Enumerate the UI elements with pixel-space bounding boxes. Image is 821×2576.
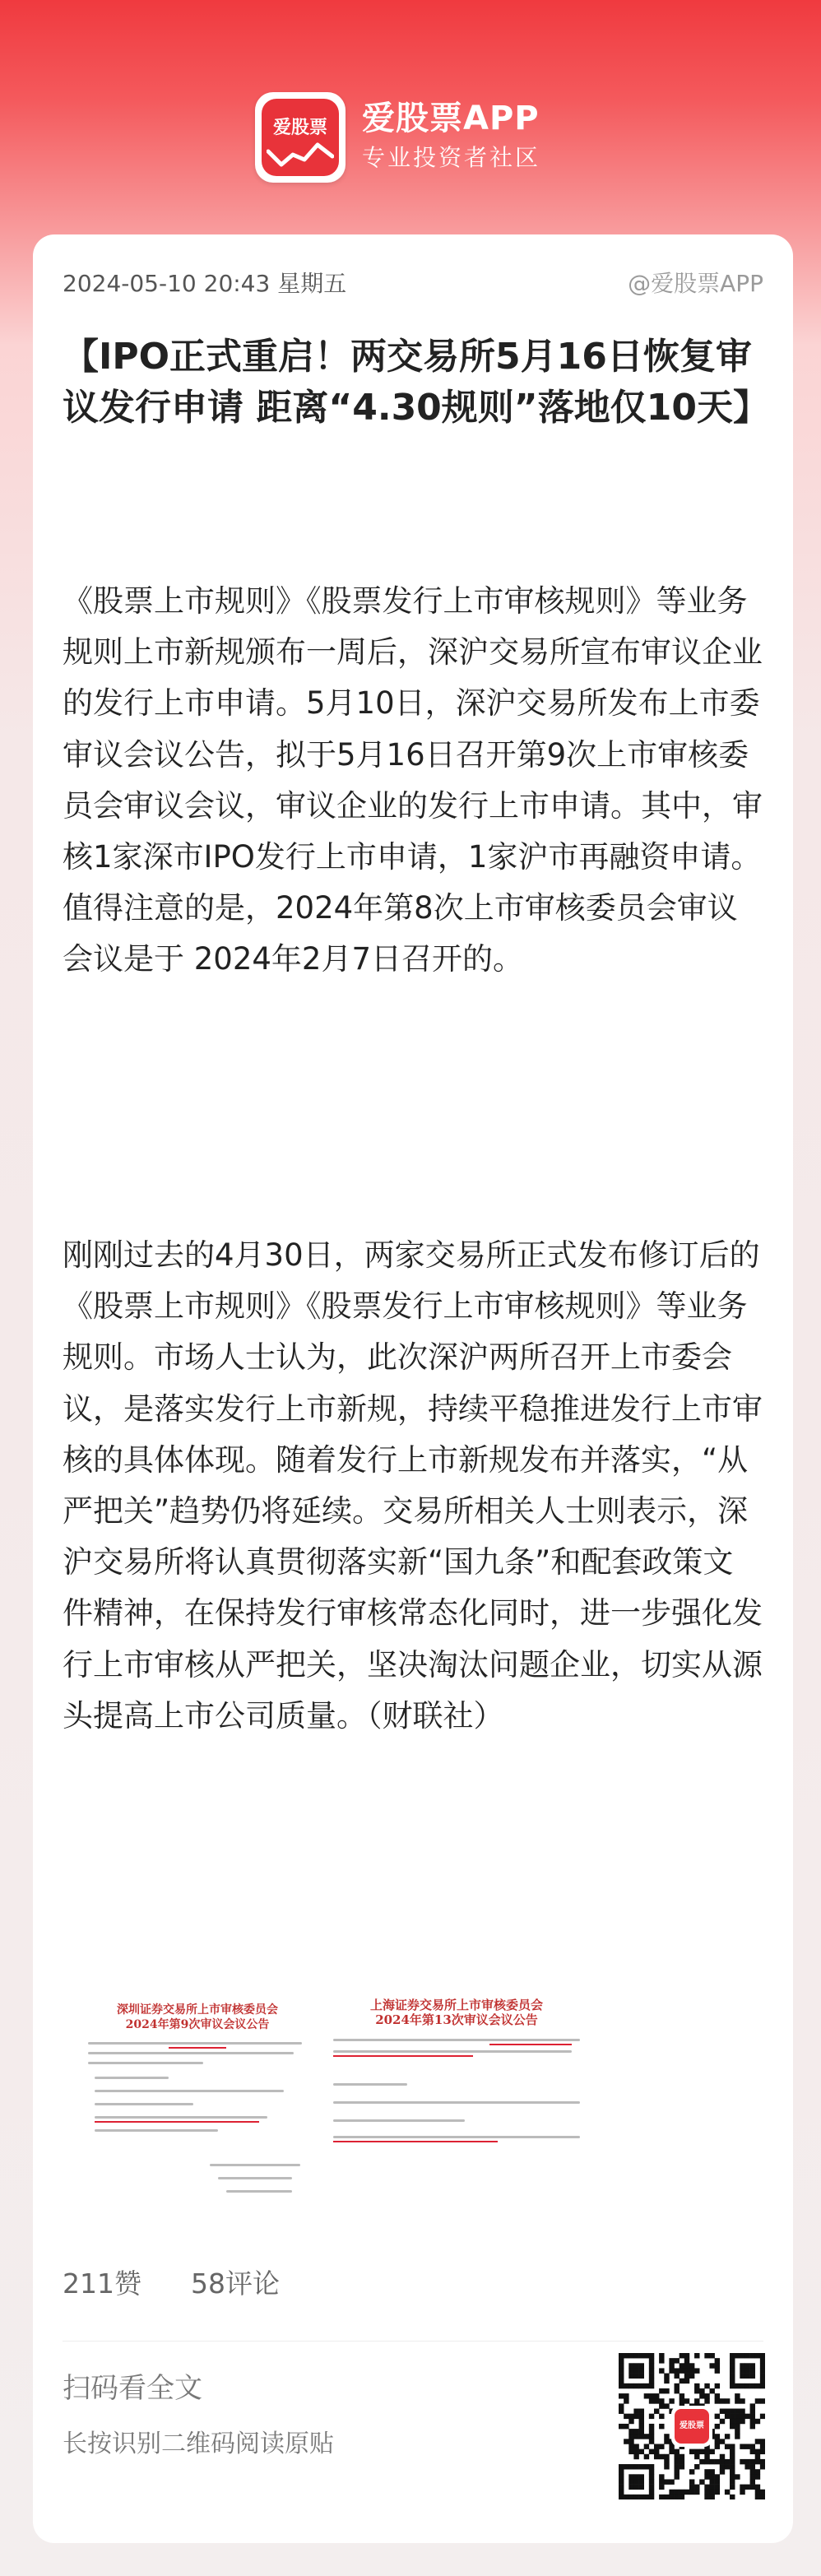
divider (63, 2341, 763, 2342)
comments-count[interactable]: 58评论 (191, 2267, 280, 2300)
post-card (33, 234, 793, 2543)
app-header (0, 0, 821, 222)
image-title-2a: 上海证券交易所上市审核委员会 (369, 1998, 543, 2012)
likes-count[interactable]: 211赞 (63, 2267, 141, 2300)
image-title-2b: 2024年第13次审议会议公告 (375, 2012, 538, 2027)
post-images (78, 1991, 588, 2213)
qr-logo-text: 爱股票 (675, 2409, 709, 2444)
post-paragraph-1: 《股票上市规则》《股票发行上市审核规则》等业务规则上市新规颁布一周后，深沪交易所宣布审议企业的发行上市申请。5月10日，深沪交易所发布上市委审议会议公告，拟于5月16日召开第9次上市审核委员会审议会议，审议企业的发行上市申请。其中，审核1家深市IPO发行上市申请，1家沪市再融资申请。值得注意的是，2024年第8次上市审核委员会审议会议是于 2024年2月7日召开的。 (63, 583, 763, 977)
brand-title: 爱股票APP (362, 100, 540, 137)
post-datetime: 2024-05-10 20:43 星期五 (63, 270, 347, 297)
brand-subtitle: 专业投资者社区 (362, 144, 541, 171)
post-meta (63, 266, 763, 299)
app-logo (255, 92, 346, 183)
post-paragraph-2: 刚刚过去的4月30日，两家交易所正式发布修订后的《股票上市规则》《股票发行上市审核规则》等业务规则。市场人士认为，此次深沪两所召开上市委会议，是落实发行上市新规，持续平稳推进发行上市审核的具体体现。随着发行上市新规发布并落实，“从严把关”趋势仍将延续。交易所相关人士则表示，深沪交易所将认真贯彻落实新“国九条”和配套政策文件精神，在保持发行审核常态化同时，进一步强化发行上市审核从严把关，坚决淘汰问题企业，切实从源头提高上市公司质量。（财联社） (63, 1237, 763, 1734)
scan-title: 扫码看全文 (63, 2372, 202, 2405)
image-title-1b: 2024年第9次审议会议公告 (125, 2018, 270, 2031)
scan-subtitle: 长按识别二维码阅读原贴 (63, 2430, 334, 2458)
image-title-1a: 深圳证券交易所上市审核委员会 (117, 2003, 278, 2017)
post-source[interactable]: @爱股票APP (628, 270, 763, 297)
post-image-szse-notice[interactable] (78, 1991, 317, 2213)
trend-line-icon (267, 140, 334, 169)
post-title: 【IPO正式重启！两交易所5月16日恢复审议发行申请 距离“4.30规则”落地仅10天】 (63, 336, 769, 429)
post-stats (63, 2263, 763, 2304)
qr-code[interactable] (619, 2353, 765, 2499)
logo-text: 爱股票 (272, 118, 327, 138)
post-image-sse-notice[interactable] (325, 1991, 588, 2213)
qr-logo (671, 2406, 712, 2447)
